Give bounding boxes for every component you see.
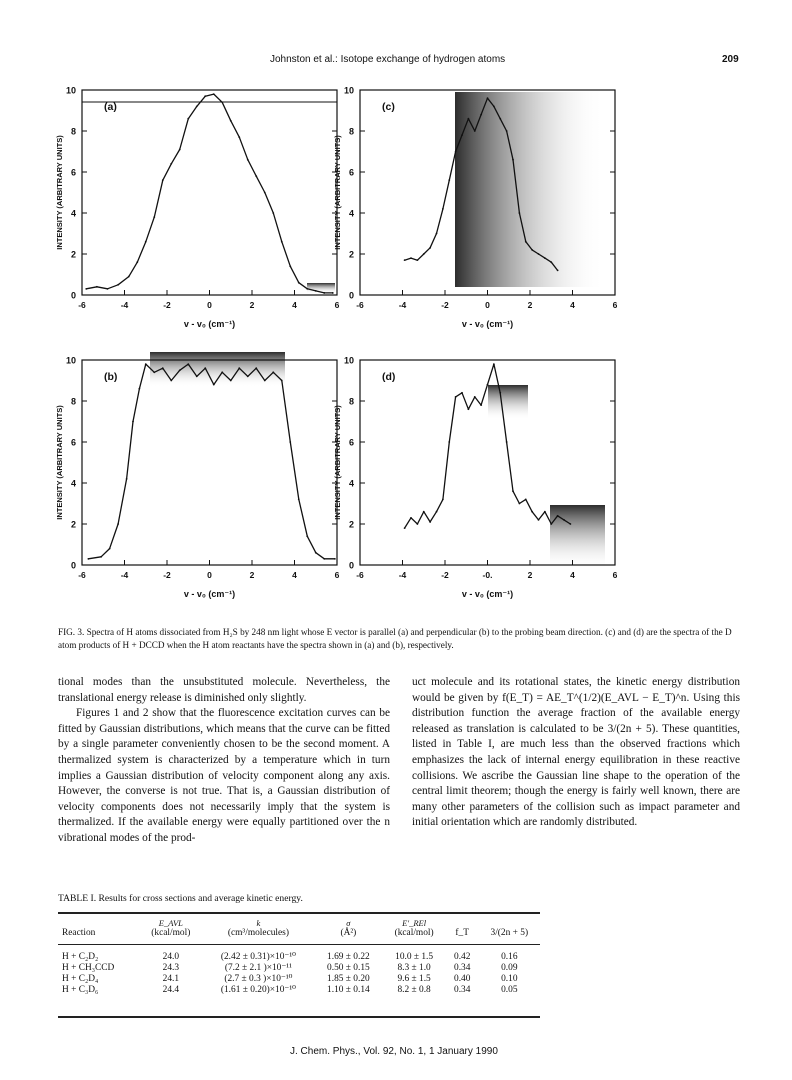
data-point [264, 380, 266, 382]
data-point [179, 149, 181, 151]
y-tick-label: 4 [348, 208, 354, 219]
data-point [557, 270, 559, 272]
x-tick-label: -2 [441, 300, 449, 310]
y-tick-label: 6 [348, 167, 354, 178]
data-point [423, 511, 425, 513]
body-left-column [58, 675, 390, 847]
data-point [153, 371, 155, 373]
data-point [416, 523, 418, 525]
y-tick-label: 2 [70, 249, 76, 260]
data-point [404, 527, 406, 529]
data-point [247, 376, 249, 378]
data-point [531, 249, 533, 251]
y-tick-label: 6 [348, 437, 354, 448]
data-point [455, 396, 457, 398]
data-point [213, 384, 215, 386]
y-tick-label: 8 [348, 126, 354, 137]
x-tick-label: 2 [249, 300, 255, 310]
data-point [410, 257, 412, 259]
spectrum-line [86, 94, 332, 293]
plot-frame [82, 360, 337, 565]
table-row [58, 945, 540, 963]
data-point [499, 392, 501, 394]
x-tick-label: 0 [485, 300, 490, 310]
data-point [230, 120, 232, 122]
y-tick-label: 8 [348, 396, 354, 407]
paragraph-left-1: tional modes than the unsubstituted molecule. Nevertheless, the translational energy release is diminished only slightly. [58, 676, 390, 704]
data-point [289, 265, 291, 267]
table-cell: 10.0 ± 1.5 [395, 951, 434, 962]
data-point [272, 212, 274, 214]
x-tick-label: -2 [163, 300, 171, 310]
data-point [315, 552, 317, 554]
y-tick-label: 8 [70, 126, 76, 137]
y-tick-label: 2 [348, 249, 354, 260]
data-point [138, 388, 140, 390]
data-point [410, 517, 412, 519]
scan-shading [550, 505, 605, 570]
data-point [563, 519, 565, 521]
table-header: (Å²) [314, 928, 382, 945]
y-axis-label: INTENSITY (ARBITRARY UNITS) [333, 405, 342, 520]
x-tick-label: 6 [334, 570, 340, 580]
paragraph-right-1: uct molecule and its rotational states, the kinetic energy distribution would be given by f(E_T) = AE_T^(1/2)(E_AVL − E_T)^n. Using this distribution function the average fraction of the available energy released as translation is calculated to be 3/(2n + 5). These quantities, listed in Table I, are much less than the observed fractions which emphasizes the lack of internal energy equilibration in these reactive collisions. We ascribe the Gaussian line shape to the operation of the central limit theorem; though the energy is fairly well known, there are many other parameters of the collision such as impact parameter and initial orientation which are randomly distributed. [412, 676, 740, 829]
data-point [126, 478, 128, 480]
chart-svg-d [330, 350, 690, 620]
data-point [493, 363, 495, 365]
table-cell: 24.4 [162, 984, 180, 995]
data-point [538, 253, 540, 255]
data-point [525, 241, 527, 243]
table-cell: 1.69 ± 0.22 [327, 951, 370, 962]
x-tick-label: -6 [356, 300, 364, 310]
x-tick-label: -4 [398, 570, 407, 580]
data-point [480, 114, 482, 116]
data-point [179, 369, 181, 371]
data-point [423, 253, 425, 255]
table-cell: 0.34 [454, 984, 471, 995]
data-point [281, 241, 283, 243]
table-header-symbol [446, 918, 479, 928]
table-cell: 8.2 ± 0.8 [397, 984, 431, 995]
table-cell: 24.3 [162, 962, 180, 973]
table-cell: 1.10 ± 0.14 [327, 984, 370, 995]
x-tick-label: 6 [334, 300, 340, 310]
data-point [448, 179, 450, 181]
x-tick-label: 6 [612, 570, 618, 580]
data-point [238, 136, 240, 138]
data-point [506, 441, 508, 443]
y-axis-label: INTENSITY (ARBITRARY UNITS) [333, 135, 342, 250]
y-tick-label: 2 [348, 519, 354, 530]
data-point [487, 384, 489, 386]
y-tick-label: 10 [65, 355, 76, 366]
data-point [132, 421, 134, 423]
data-point [467, 118, 469, 120]
table-header: 3/(2n + 5) [479, 928, 540, 945]
body-right-column [412, 675, 740, 831]
data-point [429, 521, 431, 523]
y-axis-label: INTENSITY (ARBITRARY UNITS) [55, 135, 64, 250]
table-header: (kcal/mol) [139, 928, 202, 945]
x-tick-label: -2 [163, 570, 171, 580]
data-point [281, 380, 283, 382]
data-point [136, 261, 138, 263]
table-row [58, 984, 540, 995]
data-point [544, 257, 546, 259]
y-tick-label: 6 [70, 167, 76, 178]
table-cell: 0.42 [454, 951, 471, 962]
x-tick-label: 4 [570, 300, 575, 310]
table-header: (cm³/molecules) [203, 928, 315, 945]
data-point [204, 95, 206, 97]
figure-caption: FIG. 3. Spectra of H atoms dissociated from H₂S by 248 nm light whose E vector is parallel (a) and perpendicular (b) to the probing beam direction. (c) and (d) are the spectra of the D atom products of H + DCCD when the H atom reactants have the spectra shown in (a) and (b), respectively. [58, 627, 732, 650]
data-point [323, 558, 325, 560]
data-point [145, 241, 147, 243]
data-point [474, 396, 476, 398]
data-point [429, 247, 431, 249]
data-point [162, 179, 164, 181]
table-header: f_T [446, 928, 479, 945]
data-point [289, 441, 291, 443]
data-point [264, 192, 266, 194]
data-point [170, 380, 172, 382]
table-header-symbol: E'_REl [402, 918, 427, 928]
data-point [255, 367, 257, 369]
x-tick-label: 4 [292, 570, 297, 580]
data-point [298, 499, 300, 501]
data-point [538, 519, 540, 521]
x-tick-label: -4 [120, 300, 129, 310]
data-point [499, 118, 501, 120]
data-point [315, 290, 317, 292]
data-point [117, 284, 119, 286]
data-point [107, 288, 109, 290]
panel-label: (d) [382, 371, 396, 383]
data-point [238, 367, 240, 369]
data-point [474, 130, 476, 132]
table-cell: H + CH₃CCD [62, 962, 115, 973]
table-cell: 0.16 [501, 951, 518, 962]
data-point [128, 276, 130, 278]
data-point [442, 208, 444, 210]
table-cell: (7.2 ± 2.1 )×10⁻¹¹ [224, 963, 292, 973]
table-cell: 0.09 [501, 962, 518, 973]
data-point [493, 106, 495, 108]
y-tick-label: 0 [348, 290, 354, 301]
data-point [87, 558, 89, 560]
x-axis-label: v - v₀ (cm⁻¹) [183, 319, 236, 329]
table-cell: 9.6 ± 1.5 [397, 973, 431, 984]
table-cell: (2.7 ± 0.3 )×10⁻¹⁰ [224, 974, 293, 984]
table-cell: (1.61 ± 0.20)×10⁻¹⁰ [220, 985, 296, 995]
x-tick-label: 4 [292, 300, 297, 310]
x-tick-label: -0. [482, 570, 493, 580]
paragraph-left-2: Figures 1 and 2 show that the fluorescence excitation curves can be fitted by Gaussian distributions, which means that the curve can be fitted by a single parameter conveniently chosen to be the second moment. A thermalized system is characterized by a temperature which in turn implies a Gaussian distribution of velocity component along any axis. However, the converse is not true. That is, a Gaussian distribution of velocity components does not necessarily imply that the system is thermalized. If the available energy were equally partitioned over the n vibrational modes of the prod- [58, 707, 390, 844]
data-point [323, 292, 325, 294]
y-tick-label: 6 [70, 437, 76, 448]
table-cell: 0.40 [454, 973, 471, 984]
journal-footer: J. Chem. Phys., Vol. 92, No. 1, 1 January 1990 [290, 1046, 498, 1057]
panel-label: (c) [382, 101, 395, 113]
data-point [255, 175, 257, 177]
data-point [461, 392, 463, 394]
x-tick-label: 0 [207, 300, 212, 310]
data-point [204, 367, 206, 369]
data-point [518, 212, 520, 214]
table-header: (kcal/mol) [382, 928, 445, 945]
running-title: Johnston et al.: Isotope exchange of hydrogen atoms [270, 54, 506, 65]
table-header-symbol [479, 918, 540, 928]
data-point [153, 216, 155, 218]
table-header: Reaction [58, 928, 139, 945]
figure-panel-c [330, 80, 690, 350]
table-cell: 24.0 [162, 951, 180, 962]
x-axis-label: v - v₀ (cm⁻¹) [461, 319, 514, 329]
data-point [298, 282, 300, 284]
data-point [306, 288, 308, 290]
x-axis-label: v - v₀ (cm⁻¹) [183, 589, 236, 599]
results-table [58, 918, 540, 995]
data-point [557, 515, 559, 517]
data-point [550, 261, 552, 263]
data-point [436, 511, 438, 513]
table-caption: TABLE I. Results for cross sections and average kinetic energy. [58, 893, 303, 904]
table-cell: H + C₂D₄ [62, 973, 99, 984]
x-tick-label: -6 [356, 570, 364, 580]
y-tick-label: 4 [348, 478, 354, 489]
data-point [531, 511, 533, 513]
y-tick-label: 4 [70, 478, 76, 489]
y-tick-label: 0 [348, 560, 354, 571]
x-tick-label: 4 [570, 570, 575, 580]
data-point [569, 523, 571, 525]
data-point [550, 523, 552, 525]
panel-label: (a) [104, 101, 117, 113]
data-point [306, 535, 308, 537]
data-point [100, 556, 102, 558]
table-header-symbol [58, 918, 139, 928]
results-table-grid [58, 918, 540, 995]
table-rule-top [58, 912, 540, 914]
data-point [213, 93, 215, 95]
table-header-symbol: k [256, 918, 261, 928]
data-point [455, 151, 457, 153]
data-point [512, 159, 514, 161]
panel-label: (b) [104, 371, 118, 383]
data-point [117, 523, 119, 525]
data-point [196, 376, 198, 378]
y-tick-label: 10 [343, 355, 354, 366]
table-row [58, 973, 540, 984]
y-tick-label: 10 [65, 85, 76, 96]
table-cell: 0.10 [501, 973, 518, 984]
page-number: 209 [722, 54, 739, 65]
y-tick-label: 2 [70, 519, 76, 530]
x-tick-label: -6 [78, 570, 86, 580]
x-tick-label: -4 [120, 570, 129, 580]
plot-frame [82, 90, 337, 295]
table-cell: 24.1 [162, 973, 180, 984]
x-tick-label: -2 [441, 570, 449, 580]
table-cell: 0.34 [454, 962, 471, 973]
data-point [442, 499, 444, 501]
x-axis-label: v - v₀ (cm⁻¹) [461, 589, 514, 599]
data-point [404, 259, 406, 261]
table-header-symbol: σ [346, 918, 351, 928]
y-tick-label: 0 [70, 560, 76, 571]
data-point [187, 118, 189, 120]
x-tick-label: 2 [527, 300, 533, 310]
table-rule-bottom [58, 1016, 540, 1018]
table-cell: (2.42 ± 0.31)×10⁻¹⁰ [220, 952, 296, 962]
spectrum-line [88, 364, 335, 559]
data-point [487, 97, 489, 99]
table-cell: 0.05 [501, 984, 518, 995]
table-cell: 0.50 ± 0.15 [327, 962, 370, 973]
x-tick-label: 2 [249, 570, 255, 580]
data-point [506, 130, 508, 132]
data-point [196, 106, 198, 108]
scan-shading [488, 385, 528, 420]
data-point [109, 548, 111, 550]
data-point [467, 408, 469, 410]
data-point [170, 163, 172, 165]
data-point [461, 134, 463, 136]
spectrum-line [405, 364, 571, 528]
data-point [221, 101, 223, 103]
y-tick-label: 10 [343, 85, 354, 96]
data-point [436, 233, 438, 235]
data-point [416, 259, 418, 261]
scan-shading [150, 352, 285, 387]
data-point [85, 288, 87, 290]
data-point [162, 367, 164, 369]
data-point [96, 286, 98, 288]
data-point [480, 404, 482, 406]
data-point [221, 371, 223, 373]
data-point [272, 371, 274, 373]
scan-shading [455, 92, 605, 287]
x-tick-label: -6 [78, 300, 86, 310]
table-header-symbol: E_AVL [158, 918, 183, 928]
figure-panel-d [330, 350, 690, 620]
table-cell: H + C₂D₂ [62, 951, 99, 962]
table-cell: H + C₃D₆ [62, 984, 99, 995]
x-tick-label: 0 [207, 570, 212, 580]
data-point [187, 363, 189, 365]
data-point [518, 503, 520, 505]
y-tick-label: 0 [70, 290, 76, 301]
data-point [525, 499, 527, 501]
data-point [230, 380, 232, 382]
data-point [544, 511, 546, 513]
x-tick-label: -4 [398, 300, 407, 310]
y-tick-label: 8 [70, 396, 76, 407]
table-cell: 1.85 ± 0.20 [327, 973, 370, 984]
data-point [247, 159, 249, 161]
data-point [448, 441, 450, 443]
table-cell: 8.3 ± 1.0 [397, 962, 431, 973]
chart-svg-c [330, 80, 690, 350]
x-tick-label: 2 [527, 570, 533, 580]
x-tick-label: 6 [612, 300, 618, 310]
data-point [512, 490, 514, 492]
table-row [58, 962, 540, 973]
y-axis-label: INTENSITY (ARBITRARY UNITS) [55, 405, 64, 520]
y-tick-label: 4 [70, 208, 76, 219]
data-point [145, 363, 147, 365]
